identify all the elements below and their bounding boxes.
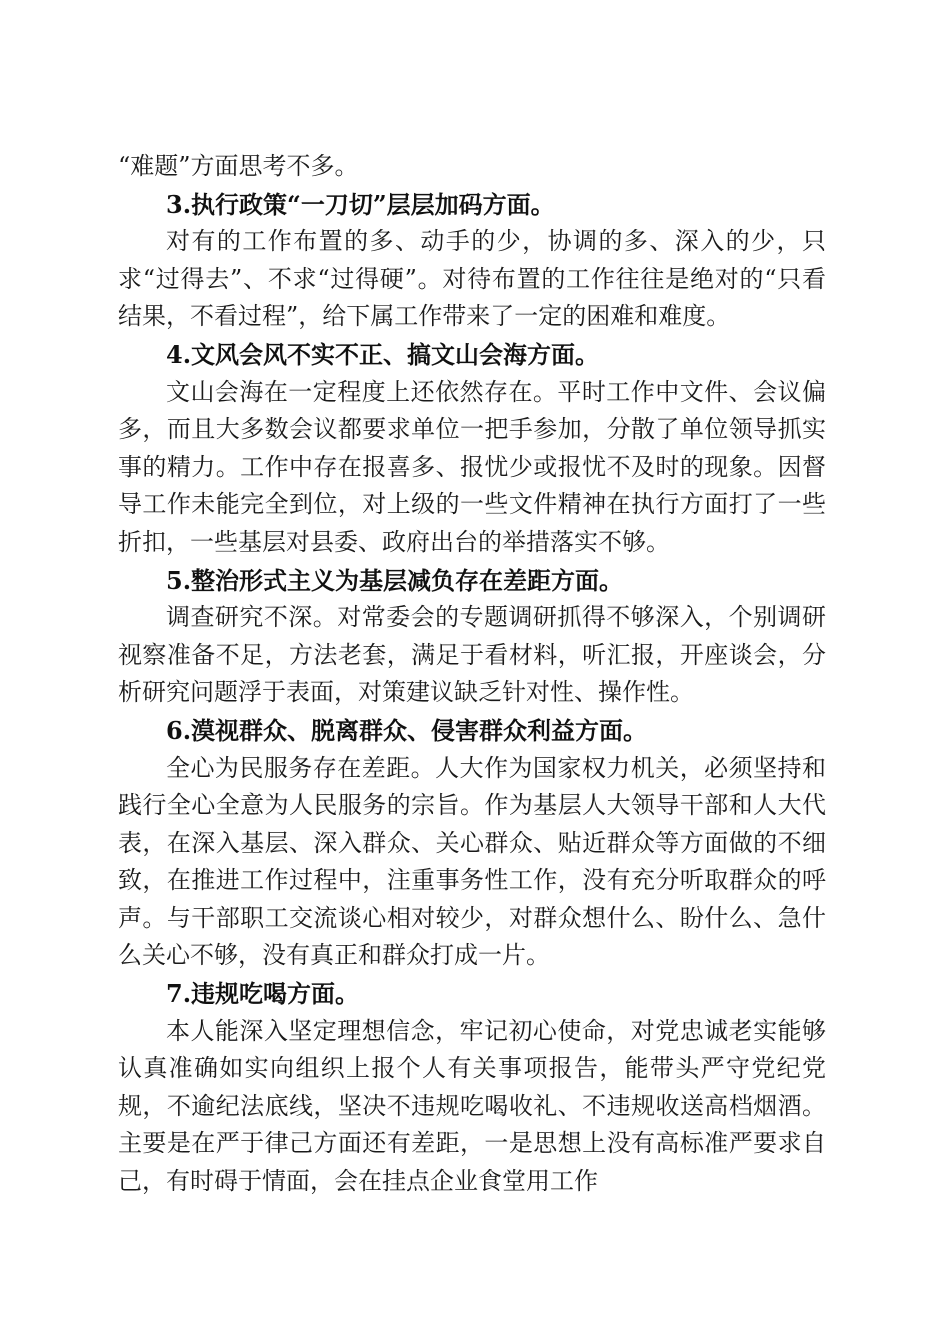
section-heading-5: 5.整治形式主义为基层减负存在差距方面。 (166, 565, 624, 595)
section-heading-4: 4.文风会风不实不正、搞文山会海方面。 (166, 339, 600, 369)
section-heading-7: 7.违规吃喝方面。 (166, 979, 360, 1009)
paragraph-section-3: 对有的工作布置的多、动手的少，协调的多、深入的少，只求“过得去”、不求“过得硬”。对待布置的工作往往是绝对的“只看结果，不看过程”，给下属工作带来了一定的困难和难度。 (118, 227, 826, 331)
paragraph-continuation: “难题”方面思考不多。 (118, 152, 359, 180)
paragraph-section-5: 调查研究不深。对常委会的专题调研抓得不够深入，个别调研视察准备不足，方法老套，满足于看材料，听汇报，开座谈会，分析研究问题浮于表面，对策建议缺乏针对性、操作性。 (118, 603, 826, 707)
section-heading-3: 3.执行政策“一刀切”层层加码方面。 (166, 189, 555, 219)
paragraph-section-4: 文山会海在一定程度上还依然存在。平时工作中文件、会议偏多，而且大多数会议都要求单位一把手参加，分散了单位领导抓实事的精力。工作中存在报喜多、报忧少或报忧不及时的现象。因督导工作未能完全到位，对上级的一些文件精神在执行方面打了一些折扣，一些基层对县委、政府出台的举措落实不够。 (118, 377, 826, 556)
section-heading-6: 6.漠视群众、脱离群众、侵害群众利益方面。 (166, 715, 648, 745)
document-body (118, 148, 826, 1201)
paragraph-section-6: 全心为民服务存在差距。人大作为国家权力机关，必须坚持和践行全心全意为人民服务的宗旨。作为基层人大领导干部和人大代表，在深入基层、深入群众、关心群众、贴近群众等方面做的不细致，在推进工作过程中，注重事务性工作，没有充分听取群众的呼声。与干部职工交流谈心相对较少，对群众想什么、盼什么、急什么关心不够，没有真正和群众打成一片。 (118, 753, 826, 970)
paragraph-section-7: 本人能深入坚定理想信念，牢记初心使命，对党忠诚老实能够认真准确如实向组织上报个人有关事项报告，能带头严守党纪党规，不逾纪法底线，坚决不违规吃喝收礼、不违规收送高档烟酒。主要是在严于律己方面还有差距，一是思想上没有高标准严要求自己，有时碍于情面，会在挂点企业食堂用工作 (118, 1016, 826, 1196)
